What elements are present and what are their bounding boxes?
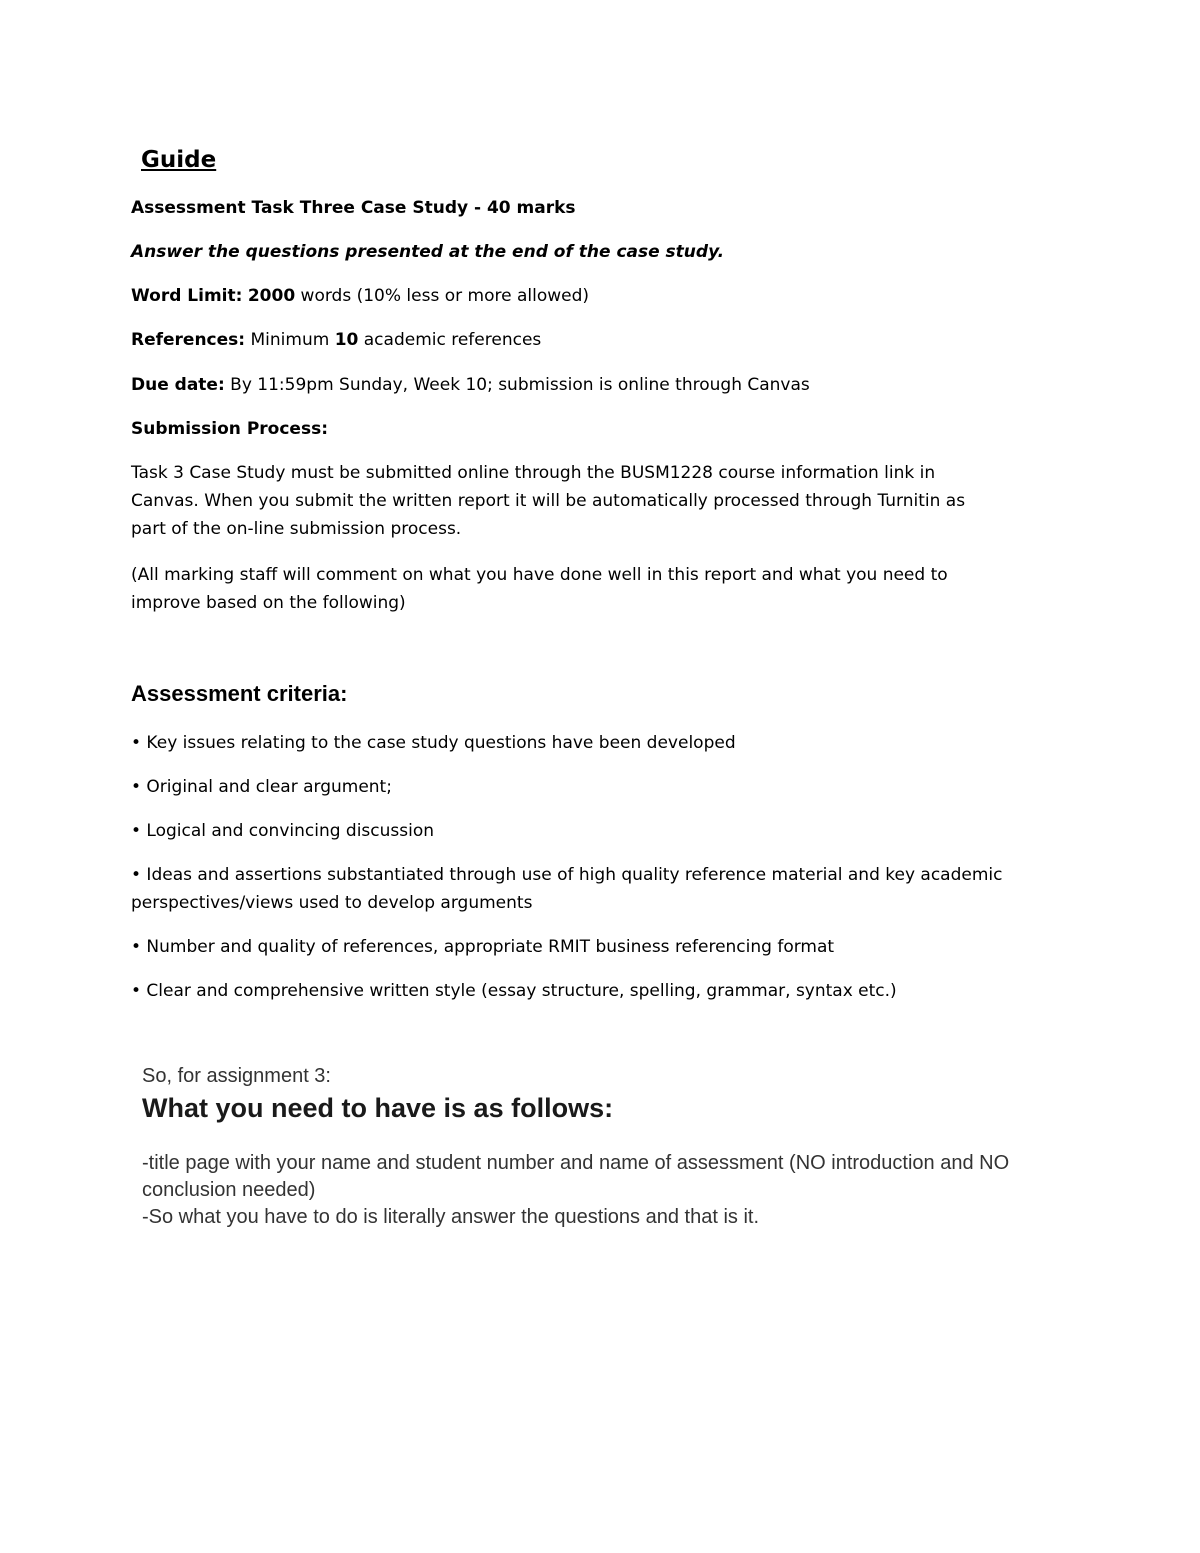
due-date-value: By 11:59pm Sunday, Week 10; submission is online through Canvas [224, 375, 810, 395]
references-pre: Minimum [245, 330, 335, 350]
word-limit-rest: words (10% less or more allowed) [295, 286, 590, 306]
references-value: 10 [334, 330, 359, 350]
summary-line: conclusion needed) [142, 1179, 316, 1201]
references-post: academic references [358, 330, 542, 350]
criteria-heading: Assessment criteria: [131, 681, 348, 706]
references-label: References: [131, 330, 246, 350]
word-limit-label: Word Limit: [131, 286, 243, 306]
summary-heading: What you need to have is as follows: [142, 1093, 614, 1123]
submission-line-3: part of the on-line submission process. [131, 519, 462, 539]
marking-line-1: (All marking staff will comment on what you have done well in this report and what you need to [131, 565, 948, 585]
summary-body [142, 1150, 1009, 1231]
due-date-line [131, 371, 810, 399]
instruction-line: Answer the questions presented at the end of the case study. [131, 242, 725, 262]
task-title: Assessment Task Three Case Study - 40 marks [131, 198, 576, 218]
criteria-item: • Original and clear argument; [131, 777, 392, 797]
criteria-item: • Key issues relating to the case study questions have been developed [131, 733, 736, 753]
submission-line-2: Canvas. When you submit the written report it will be automatically processed through Turnitin as [131, 491, 966, 511]
summary-line: -title page with your name and student number and name of assessment (NO introduction and NO [142, 1152, 1010, 1174]
summary-line: -So what you have to do is literally answer the questions and that is it. [142, 1206, 760, 1228]
due-date-label: Due date: [131, 375, 225, 395]
guide-title: Guide [141, 147, 217, 173]
criteria-item: • Logical and convincing discussion [131, 821, 435, 841]
criteria-item: • Number and quality of references, appropriate RMIT business referencing format [131, 937, 835, 957]
word-limit-value: 2000 [247, 286, 296, 306]
criteria-item: • Clear and comprehensive written style (essay structure, spelling, grammar, syntax etc.) [131, 981, 897, 1001]
submission-line-1: Task 3 Case Study must be submitted online through the BUSM1228 course information link in [131, 463, 936, 483]
criteria-item-continuation: perspectives/views used to develop arguments [131, 893, 533, 913]
word-limit-line [131, 282, 589, 310]
summary-intro: So, for assignment 3: [142, 1065, 331, 1087]
marking-line-2: improve based on the following) [131, 593, 406, 613]
submission-process-label: Submission Process: [131, 419, 328, 439]
references-line [131, 326, 541, 354]
criteria-item: • Ideas and assertions substantiated through use of high quality reference material and key academic [131, 865, 1003, 885]
